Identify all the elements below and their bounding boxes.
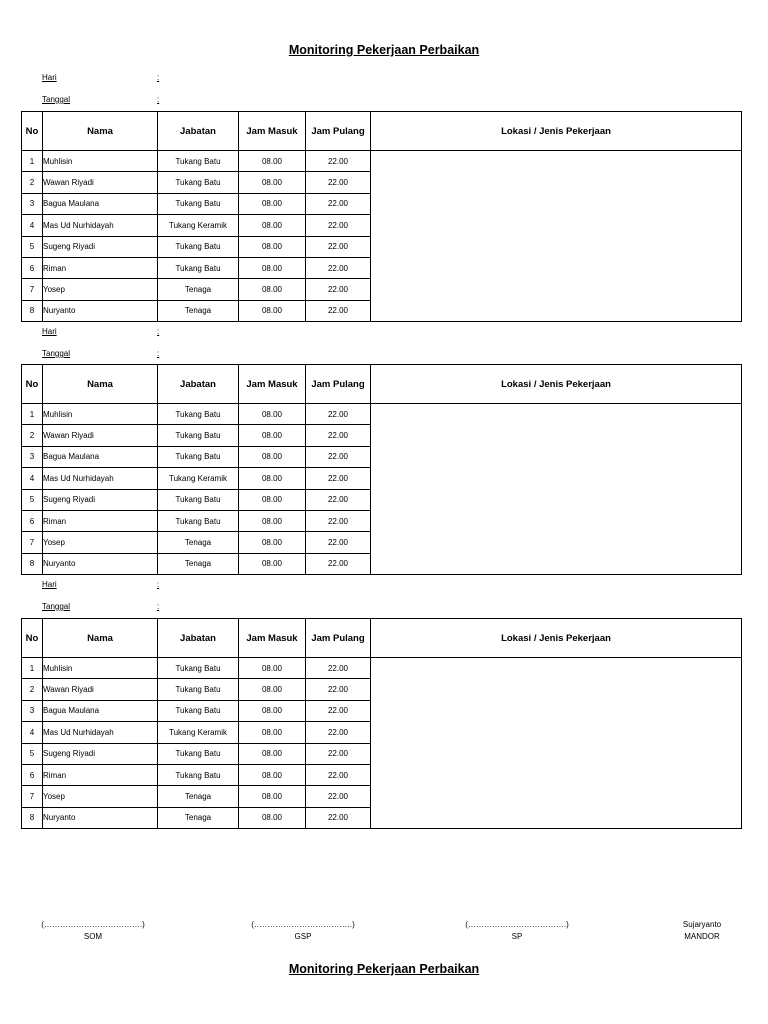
cell-nama: Yosep: [43, 532, 158, 553]
cell-lokasi: [371, 658, 742, 829]
tanggal-label: Tanggal: [42, 95, 71, 104]
cell-nama: Sugeng Riyadi: [43, 236, 158, 257]
cell-pulang: 22.00: [306, 553, 371, 574]
cell-masuk: 08.00: [239, 489, 306, 510]
cell-masuk: 08.00: [239, 743, 306, 764]
cell-jabatan: Tukang Batu: [158, 743, 239, 764]
cell-pulang: 22.00: [306, 489, 371, 510]
cell-jabatan: Tenaga: [158, 786, 239, 807]
cell-jabatan: Tukang Batu: [158, 257, 239, 278]
attendance-table: [21, 618, 742, 829]
cell-no: 2: [22, 679, 43, 700]
cell-masuk: 08.00: [239, 172, 306, 193]
cell-no: 6: [22, 257, 43, 278]
cell-jabatan: Tukang Batu: [158, 236, 239, 257]
cell-pulang: 22.00: [306, 404, 371, 425]
cell-pulang: 22.00: [306, 468, 371, 489]
cell-pulang: 22.00: [306, 679, 371, 700]
signature-mandor-name: Sujaryanto: [682, 920, 722, 929]
cell-jabatan: Tenaga: [158, 279, 239, 300]
cell-no: 5: [22, 489, 43, 510]
cell-pulang: 22.00: [306, 658, 371, 679]
column-header: No: [22, 365, 43, 404]
cell-pulang: 22.00: [306, 215, 371, 236]
cell-jabatan: Tukang Keramik: [158, 722, 239, 743]
cell-pulang: 22.00: [306, 510, 371, 531]
column-header: Nama: [43, 112, 158, 151]
cell-nama: Wawan Riyadi: [43, 679, 158, 700]
cell-masuk: 08.00: [239, 236, 306, 257]
cell-nama: Nuryanto: [43, 300, 158, 321]
column-header: Lokasi / Jenis Pekerjaan: [371, 619, 742, 658]
cell-no: 5: [22, 236, 43, 257]
column-header: No: [22, 112, 43, 151]
cell-nama: Yosep: [43, 786, 158, 807]
cell-jabatan: Tukang Batu: [158, 658, 239, 679]
cell-jabatan: Tukang Batu: [158, 700, 239, 721]
column-header: No: [22, 619, 43, 658]
table-row: [22, 151, 742, 172]
cell-no: 4: [22, 722, 43, 743]
cell-pulang: 22.00: [306, 257, 371, 278]
hari-label: Hari: [42, 327, 57, 336]
cell-no: 2: [22, 425, 43, 446]
column-header: Lokasi / Jenis Pekerjaan: [371, 365, 742, 404]
column-header: Jam Pulang: [306, 112, 371, 151]
cell-no: 7: [22, 786, 43, 807]
cell-pulang: 22.00: [306, 532, 371, 553]
cell-jabatan: Tenaga: [158, 553, 239, 574]
cell-jabatan: Tenaga: [158, 807, 239, 828]
hari-colon: :: [157, 580, 160, 589]
signature-gsp-line: (……………………………….): [251, 920, 355, 929]
cell-masuk: 08.00: [239, 532, 306, 553]
cell-masuk: 08.00: [239, 446, 306, 467]
tanggal-colon: :: [157, 602, 160, 611]
cell-no: 4: [22, 468, 43, 489]
cell-jabatan: Tukang Batu: [158, 764, 239, 785]
cell-jabatan: Tukang Batu: [158, 489, 239, 510]
cell-nama: Bagua Maulana: [43, 446, 158, 467]
cell-pulang: 22.00: [306, 700, 371, 721]
cell-pulang: 22.00: [306, 236, 371, 257]
cell-pulang: 22.00: [306, 425, 371, 446]
cell-jabatan: Tukang Batu: [158, 172, 239, 193]
signature-sp-line: (……………………………….): [465, 920, 569, 929]
column-header: Jam Masuk: [239, 619, 306, 658]
cell-no: 8: [22, 807, 43, 828]
cell-masuk: 08.00: [239, 700, 306, 721]
cell-nama: Nuryanto: [43, 553, 158, 574]
signature-sp-role: SP: [511, 932, 523, 941]
cell-nama: Muhlisin: [43, 151, 158, 172]
cell-masuk: 08.00: [239, 193, 306, 214]
cell-jabatan: Tukang Keramik: [158, 468, 239, 489]
cell-masuk: 08.00: [239, 404, 306, 425]
cell-no: 3: [22, 193, 43, 214]
signature-som-role: SOM: [83, 932, 103, 941]
cell-no: 2: [22, 172, 43, 193]
cell-no: 1: [22, 151, 43, 172]
hari-label: Hari: [42, 580, 57, 589]
cell-pulang: 22.00: [306, 722, 371, 743]
cell-no: 7: [22, 532, 43, 553]
cell-no: 1: [22, 658, 43, 679]
hari-colon: :: [157, 327, 160, 336]
cell-jabatan: Tukang Batu: [158, 425, 239, 446]
tanggal-colon: :: [157, 349, 160, 358]
column-header: Jabatan: [158, 619, 239, 658]
table-row: [22, 658, 742, 679]
cell-jabatan: Tukang Batu: [158, 151, 239, 172]
cell-masuk: 08.00: [239, 722, 306, 743]
cell-masuk: 08.00: [239, 807, 306, 828]
cell-nama: Riman: [43, 764, 158, 785]
cell-nama: Nuryanto: [43, 807, 158, 828]
table-header-row: [22, 365, 742, 404]
column-header: Lokasi / Jenis Pekerjaan: [371, 112, 742, 151]
cell-pulang: 22.00: [306, 300, 371, 321]
cell-masuk: 08.00: [239, 425, 306, 446]
attendance-table: [21, 364, 742, 575]
cell-nama: Muhlisin: [43, 404, 158, 425]
cell-pulang: 22.00: [306, 743, 371, 764]
cell-masuk: 08.00: [239, 257, 306, 278]
cell-masuk: 08.00: [239, 679, 306, 700]
column-header: Jam Masuk: [239, 112, 306, 151]
cell-nama: Sugeng Riyadi: [43, 489, 158, 510]
cell-masuk: 08.00: [239, 553, 306, 574]
cell-jabatan: Tukang Batu: [158, 510, 239, 531]
signature-som-line: (……………………………….): [41, 920, 145, 929]
cell-no: 8: [22, 300, 43, 321]
cell-masuk: 08.00: [239, 300, 306, 321]
cell-masuk: 08.00: [239, 279, 306, 300]
column-header: Jam Pulang: [306, 365, 371, 404]
cell-pulang: 22.00: [306, 172, 371, 193]
column-header: Jabatan: [158, 112, 239, 151]
cell-masuk: 08.00: [239, 468, 306, 489]
cell-pulang: 22.00: [306, 764, 371, 785]
column-header: Nama: [43, 365, 158, 404]
signature-mandor-role: MANDOR: [684, 932, 720, 941]
cell-lokasi: [371, 151, 742, 322]
cell-no: 4: [22, 215, 43, 236]
cell-nama: Riman: [43, 510, 158, 531]
cell-masuk: 08.00: [239, 151, 306, 172]
table-header-row: [22, 619, 742, 658]
cell-nama: Wawan Riyadi: [43, 425, 158, 446]
cell-nama: Bagua Maulana: [43, 700, 158, 721]
cell-nama: Mas Ud Nurhidayah: [43, 215, 158, 236]
cell-nama: Sugeng Riyadi: [43, 743, 158, 764]
cell-masuk: 08.00: [239, 215, 306, 236]
cell-pulang: 22.00: [306, 279, 371, 300]
cell-pulang: 22.00: [306, 446, 371, 467]
cell-masuk: 08.00: [239, 658, 306, 679]
cell-no: 3: [22, 446, 43, 467]
cell-lokasi: [371, 404, 742, 575]
tanggal-label: Tanggal: [42, 349, 71, 358]
tanggal-label: Tanggal: [42, 602, 71, 611]
cell-jabatan: Tukang Batu: [158, 193, 239, 214]
cell-nama: Mas Ud Nurhidayah: [43, 722, 158, 743]
column-header: Jam Masuk: [239, 365, 306, 404]
table-header-row: [22, 112, 742, 151]
cell-no: 7: [22, 279, 43, 300]
cell-nama: Mas Ud Nurhidayah: [43, 468, 158, 489]
table-row: [22, 404, 742, 425]
cell-jabatan: Tukang Batu: [158, 404, 239, 425]
hari-colon: :: [157, 73, 160, 82]
cell-jabatan: Tenaga: [158, 532, 239, 553]
hari-label: Hari: [42, 73, 57, 82]
cell-nama: Muhlisin: [43, 658, 158, 679]
cell-no: 6: [22, 510, 43, 531]
cell-masuk: 08.00: [239, 764, 306, 785]
cell-nama: Yosep: [43, 279, 158, 300]
column-header: Jam Pulang: [306, 619, 371, 658]
cell-masuk: 08.00: [239, 786, 306, 807]
cell-no: 5: [22, 743, 43, 764]
column-header: Nama: [43, 619, 158, 658]
cell-pulang: 22.00: [306, 151, 371, 172]
cell-pulang: 22.00: [306, 786, 371, 807]
cell-nama: Bagua Maulana: [43, 193, 158, 214]
cell-no: 8: [22, 553, 43, 574]
column-header: Jabatan: [158, 365, 239, 404]
cell-no: 6: [22, 764, 43, 785]
cell-jabatan: Tukang Keramik: [158, 215, 239, 236]
cell-masuk: 08.00: [239, 510, 306, 531]
attendance-table: [21, 111, 742, 322]
cell-jabatan: Tukang Batu: [158, 446, 239, 467]
tanggal-colon: :: [157, 95, 160, 104]
cell-no: 1: [22, 404, 43, 425]
cell-jabatan: Tenaga: [158, 300, 239, 321]
cell-pulang: 22.00: [306, 193, 371, 214]
cell-no: 3: [22, 700, 43, 721]
cell-nama: Riman: [43, 257, 158, 278]
cell-jabatan: Tukang Batu: [158, 679, 239, 700]
cell-pulang: 22.00: [306, 807, 371, 828]
page-title: Monitoring Pekerjaan Perbaikan: [288, 43, 480, 57]
footer-title: Monitoring Pekerjaan Perbaikan: [288, 962, 480, 976]
signature-gsp-role: GSP: [294, 932, 312, 941]
cell-nama: Wawan Riyadi: [43, 172, 158, 193]
